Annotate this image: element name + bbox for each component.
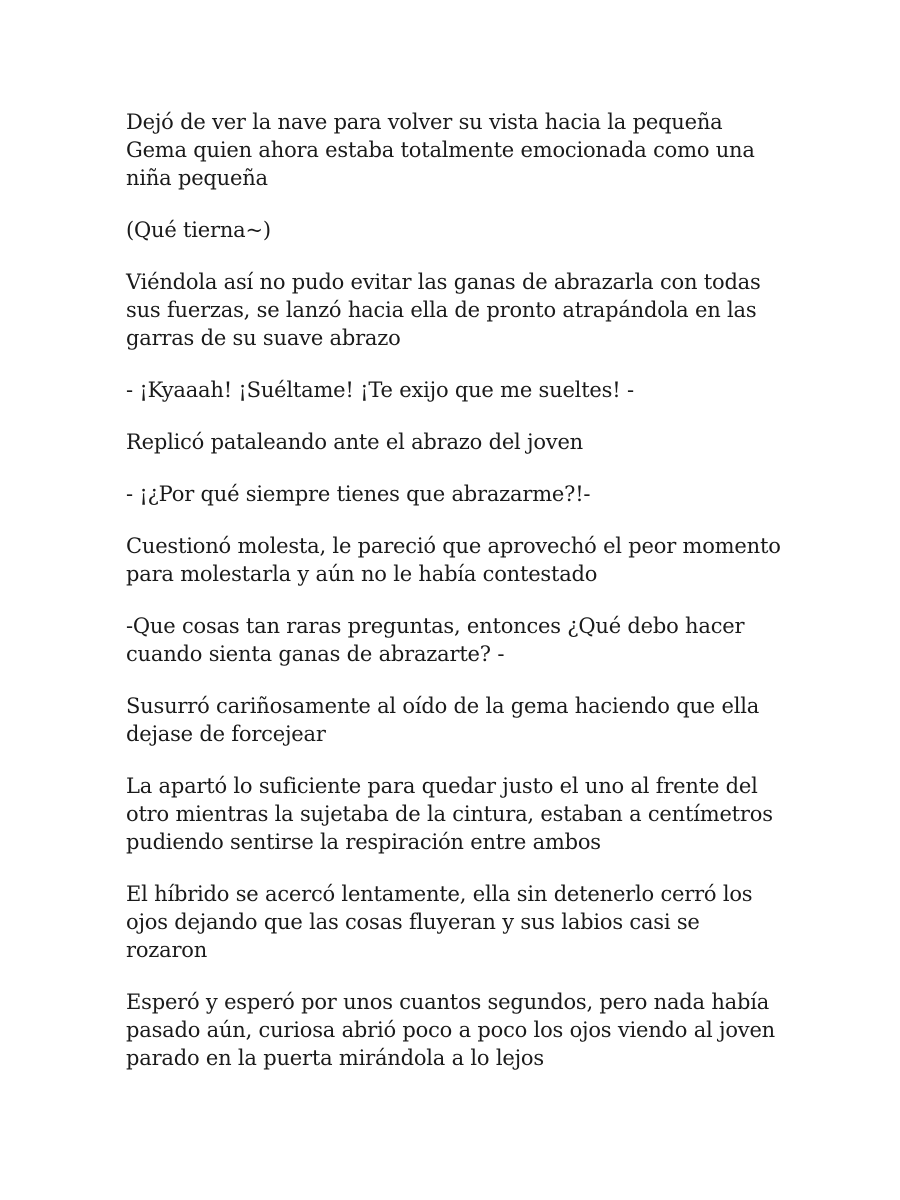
paragraph-1: Dejó de ver la nave para volver su vista hacia la pequeña Gema quien ahora estaba totalmente emocionada como una niña pequeña	[126, 110, 755, 190]
paragraph-2: (Qué tierna~)	[126, 218, 271, 242]
paragraph-9: Susurró cariñosamente al oído de la gema haciendo que ella dejase de forcejear	[126, 694, 760, 746]
paragraph-6: - ¡¿Por qué siempre tienes que abrazarme?!-	[126, 482, 591, 506]
paragraph-4: - ¡Kyaaah! ¡Suéltame! ¡Te exijo que me sueltes! -	[126, 378, 634, 402]
document-body	[126, 108, 786, 1072]
paragraph-11: El híbrido se acercó lentamente, ella sin detenerlo cerró los ojos dejando que las cosas fluyeran y sus labios casi se rozaron	[126, 882, 753, 962]
paragraph-7: Cuestionó molesta, le pareció que aprovechó el peor momento para molestarla y aún no le había contestado	[126, 534, 781, 586]
paragraph-3: Viéndola así no pudo evitar las ganas de abrazarla con todas sus fuerzas, se lanzó hacia ella de pronto atrapándola en las garras de su suave abrazo	[126, 270, 761, 350]
paragraph-12: Esperó y esperó por unos cuantos segundos, pero nada había pasado aún, curiosa abrió poco a poco los ojos viendo al joven parado en la puerta mirándola a lo lejos	[126, 990, 775, 1070]
paragraph-8: -Que cosas tan raras preguntas, entonces ¿Qué debo hacer cuando sienta ganas de abrazarte? -	[126, 614, 745, 666]
paragraph-5: Replicó pataleando ante el abrazo del joven	[126, 430, 584, 454]
paragraph-10: La apartó lo suficiente para quedar justo el uno al frente del otro mientras la sujetaba de la cintura, estaban a centímetros pudiendo sentirse la respiración entre ambos	[126, 774, 773, 854]
